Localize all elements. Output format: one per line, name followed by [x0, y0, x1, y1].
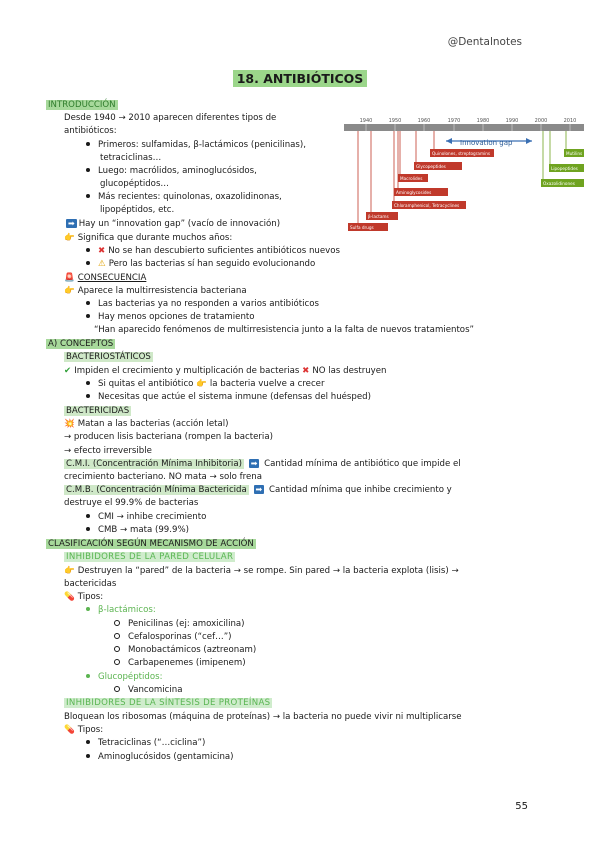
list-item: Si quitas el antibiótico 👉 la bacteria vuelve a crecer [86, 378, 325, 391]
timeline-year: 2000 [534, 118, 548, 124]
list-item: Aminoglucósidos (gentamicina) [86, 751, 234, 764]
timeline-year: 1950 [388, 118, 402, 124]
warning-icon: ⚠ [98, 259, 106, 269]
pointing-hand-icon: 👉 [64, 566, 75, 576]
bacteriostaticos-heading: BACTERIOSTÁTICOS [66, 352, 151, 362]
cmb-line-cont: destruye el 99.9% de bacterias [64, 498, 199, 508]
section-clasificacion: CLASIFICACIÓN SEGÚN MECANISMO DE ACCIÓN [48, 539, 254, 549]
pill-icon: 💊 [64, 592, 75, 602]
timeline-class-label: Chloramphenicol, Tetracyclines [394, 203, 460, 208]
ap-line: 👉 Aparece la multirresistencia bacteriana [64, 285, 247, 298]
timeline-class-label: Sulfa drugs [350, 225, 374, 230]
right-arrow-icon: ➡ [250, 459, 258, 468]
list-item: Glucopéptidos: [86, 671, 163, 684]
timeline-year: 2010 [563, 118, 577, 124]
list-item: Vancomicina [114, 684, 183, 697]
section-conceptos: A) CONCEPTOS [48, 339, 114, 349]
pointing-hand-icon: 👉 [196, 379, 207, 389]
tipos-line: 💊 Tipos: [64, 724, 103, 737]
cmi-line-cont: crecimiento bacteriano. NO mata → solo frena [64, 472, 262, 482]
sig-line: 👉 Significa que durante muchos años: [64, 232, 232, 245]
bs-line: ✔ Impiden el crecimiento y multiplicación de bacterias ✖ NO las destruyen [64, 365, 387, 378]
timeline-class-label: Glycopeptides [416, 164, 446, 169]
list-item: Tetraciclinas (“…ciclina”) [86, 737, 205, 750]
timeline-class-label: Lipopeptides [551, 166, 578, 171]
timeline-year: 1960 [417, 118, 431, 124]
pared-line: 👉 Destruyen la “pared” de la bacteria → se rompe. Sin pared → la bacteria explota (lisis) → [64, 565, 459, 578]
intro-line: Desde 1940 → 2010 aparecen diferentes tipos de [64, 113, 277, 123]
cross-icon: ✖ [98, 246, 106, 256]
timeline-year: 1980 [476, 118, 490, 124]
gap-line: ➡ Hay un “innovation gap” (vacío de innovación) [68, 219, 281, 229]
brand-handle: @Dentalnotes [447, 36, 522, 48]
bc-line: → efecto irreversible [64, 446, 152, 456]
alarm-icon: 🚨 [64, 273, 75, 283]
list-item: ⚠ Pero las bacterias sí han seguido evolucionando [86, 258, 315, 271]
explosion-icon: 💥 [64, 419, 75, 429]
cross-icon: ✖ [302, 366, 310, 376]
list-item: Necesitas que actúe el sistema inmune (defensas del huésped) [86, 391, 371, 404]
prot-heading: INHIBIDORES DE LA SÍNTESIS DE PROTEÍNAS [66, 698, 271, 708]
timeline-year: 1970 [447, 118, 461, 124]
bc-line: 💥 Matan a las bacterias (acción letal) [64, 418, 229, 431]
list-item: CMB → mata (99.9%) [86, 524, 189, 537]
check-icon: ✔ [64, 366, 72, 376]
timeline-year: 1990 [505, 118, 519, 124]
list-item: Monobactámicos (aztreonam) [114, 644, 256, 657]
timeline-class-label: Quinolones, streptogramins [432, 151, 491, 156]
list-item: Las bacterias ya no responden a varios antibióticos [86, 298, 319, 311]
pointing-hand-icon: 👉 [64, 286, 75, 296]
timeline-class-label: β-lactams [368, 214, 389, 219]
section-introduccion: INTRODUCCIÓN [48, 100, 116, 110]
list-item: β-lactámicos: [86, 604, 156, 617]
list-item: Carbapenemes (imipenem) [114, 657, 246, 670]
timeline-class-label: Macrolides [400, 176, 423, 181]
list-item-cont: glucopéptidos… [100, 179, 170, 189]
timeline-year: 1940 [359, 118, 373, 124]
pointing-hand-icon: 👉 [64, 233, 75, 243]
list-item: Hay menos opciones de tratamiento [86, 311, 255, 324]
gap-arrow-right [526, 138, 532, 144]
list-item: Primeros: sulfamidas, β-lactámicos (penicilinas), [86, 139, 306, 152]
list-item: Luego: macrólidos, aminoglucósidos, [86, 165, 257, 178]
list-item: Más recientes: quinolonas, oxazolidinonas, [86, 191, 282, 204]
pared-heading: INHIBIDORES DE LA PARED CELULAR [66, 552, 234, 562]
bactericidas-heading: BACTERICIDAS [66, 406, 130, 416]
quote: “Han aparecido fenómenos de multirresistencia junto a la falta de nuevos tratamientos” [94, 325, 474, 335]
page-title: 18. ANTIBIÓTICOS [0, 72, 600, 88]
page-number: 55 [515, 801, 528, 812]
cmb-line: C.M.B. (Concentración Mínima Bactericida ➡ Cantidad mínima que inhibe crecimiento y [66, 485, 452, 495]
right-arrow-icon: ➡ [255, 485, 263, 494]
right-arrow-icon: ➡ [68, 219, 75, 228]
cmi-line: C.M.I. (Concentración Mínima Inhibitoria) ➡ Cantidad mínima de antibiótico que impide el [66, 459, 461, 469]
list-item: Cefalosporinas (“cef…”) [114, 631, 232, 644]
list-item: ✖ No se han descubierto suficientes antibióticos nuevos [86, 245, 340, 258]
pill-icon: 💊 [64, 725, 75, 735]
gap-arrow-left [446, 138, 452, 144]
timeline-class-label: Oxazolidinones [543, 181, 575, 186]
timeline-class-label: Aminoglycosides [396, 190, 432, 195]
prot-line: Bloquean los ribosomas (máquina de proteínas) → la bacteria no puede vivir ni multiplicarse [64, 712, 462, 722]
list-item: CMI → inhibe crecimiento [86, 511, 206, 524]
bc-line: → producen lisis bacteriana (rompen la bacteria) [64, 432, 273, 442]
gap-label: Innovation gap [460, 139, 513, 147]
timeline-class-label: Mutilins [566, 151, 583, 156]
consecuencia-heading: 🚨 CONSECUENCIA [64, 272, 146, 285]
intro-line: antibióticos: [64, 126, 117, 136]
list-item: Penicilinas (ej: amoxicilina) [114, 618, 245, 631]
timeline-bar [344, 124, 584, 131]
tipos-line: 💊 Tipos: [64, 591, 103, 604]
list-item-cont: tetraciclinas… [100, 153, 162, 163]
pared-line-cont: bactericidas [64, 579, 117, 589]
antibiotic-timeline-figure [344, 112, 584, 238]
list-item-cont: lipopéptidos, etc. [100, 205, 175, 215]
